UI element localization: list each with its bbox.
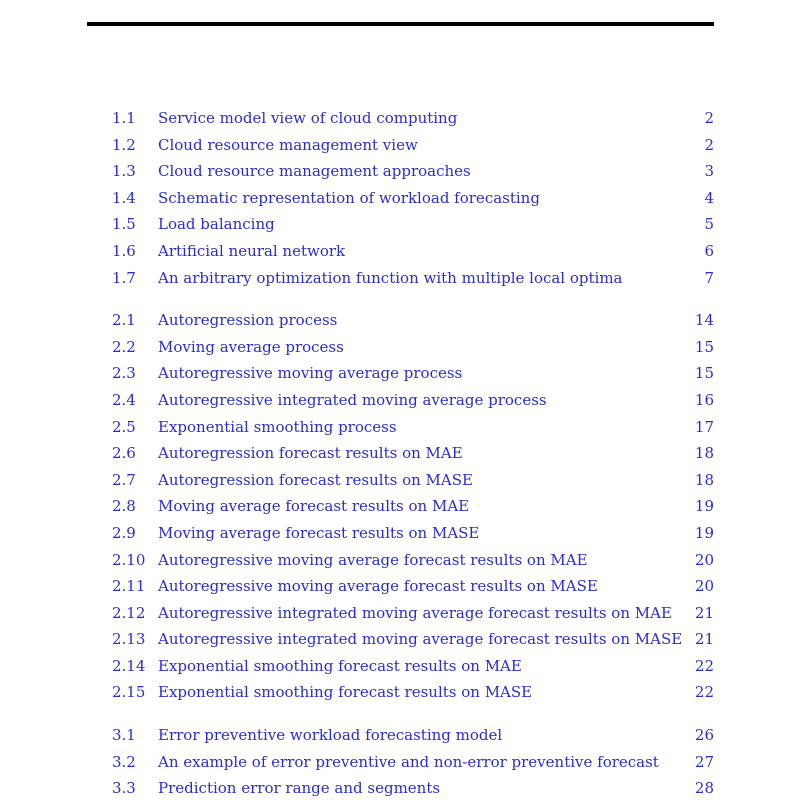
figure-number: 3.2 [112,752,136,771]
figure-page-number: 20 [694,550,714,569]
figure-page-number: 17 [694,417,714,436]
figure-caption: Autoregression forecast results on MAE [158,444,463,463]
figure-caption: Load balancing [158,215,275,234]
figure-number: 1.6 [112,241,136,260]
figure-caption: Autoregressive integrated moving average process [158,390,547,409]
figure-number: 2.4 [112,390,136,409]
figure-caption: Moving average process [158,337,344,356]
figure-entry-link[interactable] [112,185,714,212]
figure-entry-link[interactable] [112,749,714,776]
figure-caption: Moving average forecast results on MASE [158,523,480,542]
figure-number: 2.5 [112,417,136,436]
figure-number: 2.14 [112,656,146,675]
figure-page-number: 18 [694,470,714,489]
figure-number: 2.12 [112,603,146,622]
figure-page-number: 18 [694,444,714,463]
figure-caption: Moving average forecast results on MAE [158,497,470,516]
figure-page-number: 6 [704,241,714,260]
figure-caption: Schematic representation of workload forecasting [158,188,540,207]
figure-page-number: 28 [694,779,714,798]
figure-number: 2.1 [112,311,136,330]
figure-entry-link[interactable] [112,414,714,441]
figure-page-number: 19 [694,497,714,516]
figure-caption: Exponential smoothing process [158,417,397,436]
figure-page-number: 3 [704,162,714,181]
figure-caption: Autoregressive moving average forecast results on MASE [158,577,598,596]
figure-number: 2.11 [112,577,146,596]
figure-entry-link[interactable] [112,387,714,414]
figure-group [112,105,714,291]
figure-entry-link[interactable] [112,775,714,800]
figure-number: 2.9 [112,523,136,542]
figure-page-number: 15 [694,337,714,356]
figure-page-number: 22 [694,683,714,702]
figure-page-number: 21 [694,603,714,622]
figure-entry-link[interactable] [112,132,714,159]
figure-number: 1.3 [112,162,136,181]
figure-page-number: 15 [694,364,714,383]
figure-caption: Autoregressive moving average forecast results on MAE [158,550,588,569]
figure-caption: Exponential smoothing forecast results on MASE [158,683,533,702]
figure-caption: Autoregression process [158,311,338,330]
figure-caption: Artificial neural network [158,241,346,260]
figure-entry-link[interactable] [112,679,714,706]
figure-page-number: 22 [694,656,714,675]
figure-caption: Exponential smoothing forecast results on MAE [158,656,522,675]
figure-entry-link[interactable] [112,653,714,680]
figure-page-number: 2 [704,109,714,127]
figure-caption: Cloud resource management view [158,135,418,154]
figure-entry-link[interactable] [112,334,714,361]
figure-page-number: 7 [704,268,714,287]
figure-caption: Prediction error range and segments [158,779,441,798]
figure-caption: Autoregressive integrated moving average forecast results on MAE [158,603,672,622]
figure-caption: An arbitrary optimization function with multiple local optima [158,268,623,287]
figure-entry-link[interactable] [112,440,714,467]
figure-entry-link[interactable] [112,265,714,292]
figure-number: 1.5 [112,215,136,234]
figure-caption: Service model view of cloud computing [158,109,458,127]
figure-page-number: 20 [694,577,714,596]
figure-number: 2.13 [112,630,146,649]
figure-page-number: 27 [694,752,714,771]
figure-number: 2.10 [112,550,146,569]
figure-number: 1.1 [112,109,136,127]
figure-caption: Autoregressive integrated moving average forecast results on MASE [158,630,683,649]
figure-number: 2.7 [112,470,136,489]
figure-page-number: 19 [694,523,714,542]
figure-entry-link[interactable] [112,626,714,653]
figure-entry-link[interactable] [112,360,714,387]
figure-number: 3.1 [112,726,136,745]
figure-page-number: 14 [694,311,714,330]
figure-entry-link[interactable] [112,493,714,520]
figure-number: 1.2 [112,135,136,154]
figure-caption: Autoregression forecast results on MASE [158,470,473,489]
figure-page-number: 5 [704,215,714,234]
figure-number: 2.15 [112,683,146,702]
figure-group [112,307,714,706]
figure-entry-link[interactable] [112,105,714,132]
figure-number: 2.6 [112,444,136,463]
top-rule [87,22,714,26]
figure-caption: Autoregressive moving average process [158,364,463,383]
figure-page-number: 21 [694,630,714,649]
figure-page-number: 4 [704,188,714,207]
figure-number: 1.7 [112,268,136,287]
figure-number: 3.3 [112,779,136,798]
figure-entry-link[interactable] [112,547,714,574]
figure-number: 2.8 [112,497,136,516]
figure-entry-link[interactable] [112,158,714,185]
figure-caption: Cloud resource management approaches [158,162,471,181]
list-of-figures [112,105,714,800]
figure-entry-link[interactable] [112,238,714,265]
figure-number: 2.3 [112,364,136,383]
figure-entry-link[interactable] [112,211,714,238]
figure-caption: An example of error preventive and non-error preventive forecast [158,752,659,771]
figure-entry-link[interactable] [112,307,714,334]
figure-group [112,722,714,800]
figure-entry-link[interactable] [112,573,714,600]
figure-caption: Error preventive workload forecasting model [158,726,503,745]
figure-entry-link[interactable] [112,722,714,749]
figure-number: 2.2 [112,337,136,356]
figure-page-number: 26 [694,726,714,745]
figure-number: 1.4 [112,188,136,207]
figure-entry-link[interactable] [112,520,714,547]
figure-page-number: 2 [704,135,714,154]
figure-entry-link[interactable] [112,600,714,627]
figure-entry-link[interactable] [112,467,714,494]
figure-page-number: 16 [694,390,714,409]
